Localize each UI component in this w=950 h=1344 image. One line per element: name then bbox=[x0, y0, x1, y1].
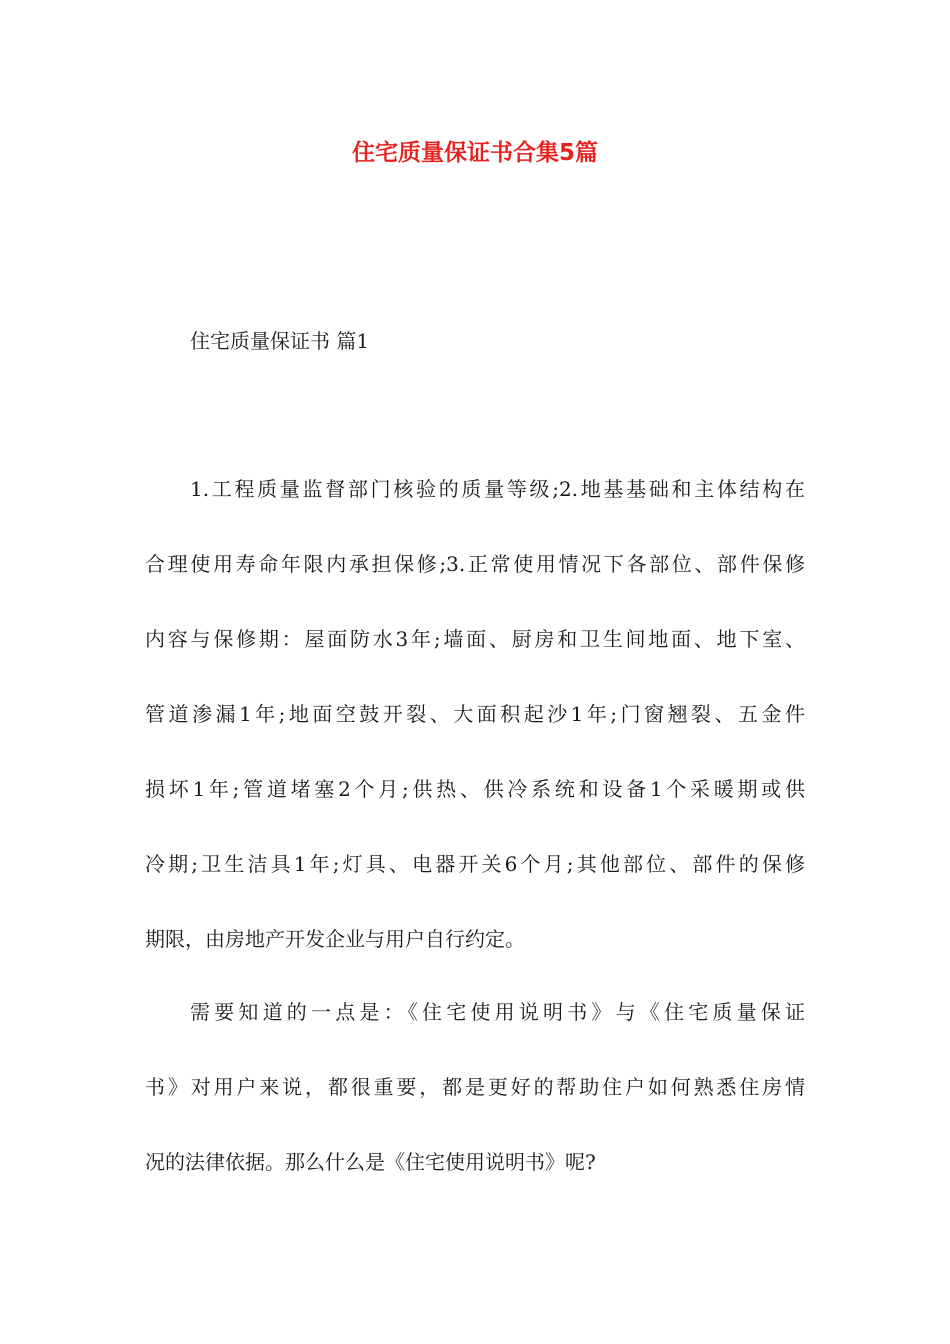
paragraph-line: 合理使用寿命年限内承担保修;3.正常使用情况下各部位、部件保修 bbox=[145, 552, 805, 576]
paragraph-line: 冷期;卫生洁具1年;灯具、电器开关6个月;其他部位、部件的保修 bbox=[145, 852, 805, 876]
paragraph-2 bbox=[145, 975, 805, 1200]
paragraph-line: 况的法律依据。那么什么是《住宅使用说明书》呢? bbox=[145, 1150, 596, 1174]
paragraph-line: 书》对用户来说，都很重要，都是更好的帮助住户如何熟悉住房情 bbox=[145, 1075, 805, 1099]
paragraph-line: 损坏1年;管道堵塞2个月;供热、供冷系统和设备1个采暖期或供 bbox=[145, 777, 805, 801]
paragraph-line: 内容与保修期：屋面防水3年;墙面、厨房和卫生间地面、地下室、 bbox=[145, 627, 805, 651]
paragraph-line: 1.工程质量监督部门核验的质量等级;2.地基基础和主体结构在 bbox=[190, 477, 805, 501]
paragraph-1 bbox=[145, 452, 805, 977]
paragraph-line: 期限，由房地产开发企业与用户自行约定。 bbox=[145, 927, 525, 951]
paragraph-line: 管道渗漏1年;地面空鼓开裂、大面积起沙1年;门窗翘裂、五金件 bbox=[145, 702, 805, 726]
document-title: 住宅质量保证书合集5篇 bbox=[351, 140, 598, 166]
paragraph-line: 需要知道的一点是：《住宅使用说明书》与《住宅质量保证 bbox=[190, 1000, 805, 1024]
section-heading: 住宅质量保证书 篇1 bbox=[190, 329, 370, 353]
